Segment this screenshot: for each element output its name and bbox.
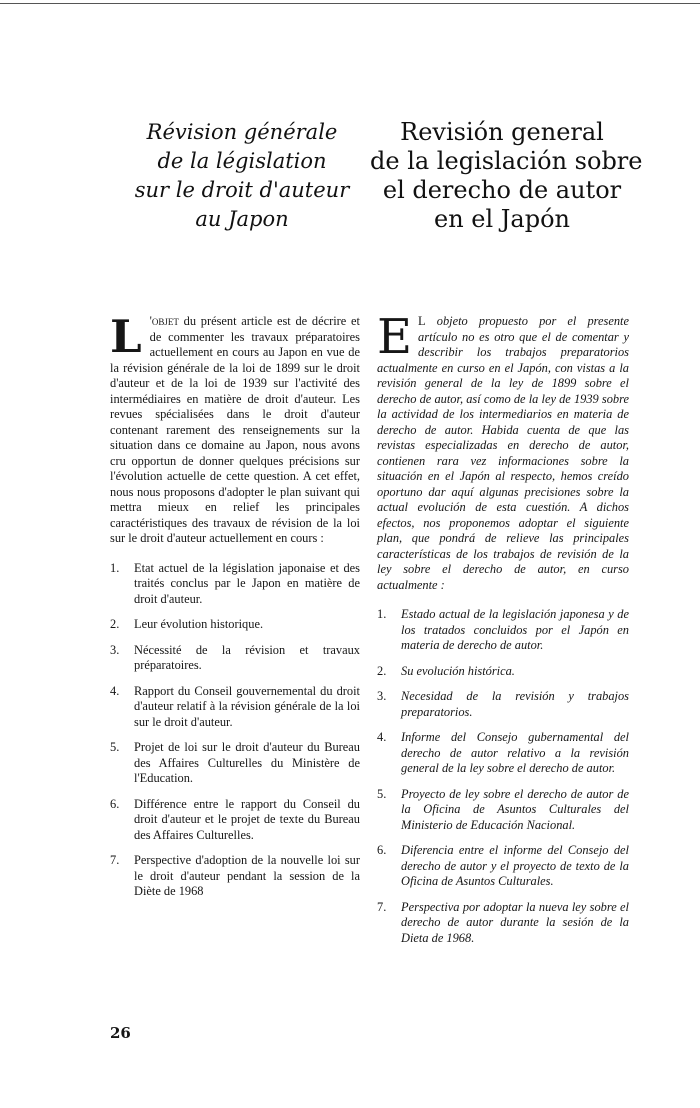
list-number: 5. [377, 786, 387, 801]
list-number: 6. [110, 796, 120, 811]
list-text: Perspective d'adoption de la nouvelle loi sur le droit d'auteur pendant la session de la Diète de 1968 [134, 853, 360, 898]
dropcap-french: L [110, 310, 142, 363]
list-item [110, 797, 360, 844]
intro-text-spanish: objeto propuesto por el presente artículo no es otro que el de comentar y describir los trabajos preparatorios actualmente en curso en el Japón, con vistas a la revisión general de la ley de 1899 sobre el derecho de autor, así como de la ley de 1939 sobre la actividad de los intermediarios en materia de derecho de autor. Habida cuenta de que las revistas especializadas en derecho de autor, contienen rara vez informaciones sobre la situación en el Japón al respecto, hemos creído oportuno dar aquí algunas precisiones sobre la actual evolución de esta cuestión. A dichos efectos, nos proponemos adoptar el siguiente plan, que pondrá de relieve las principales características de los trabajos de revisión de la ley sobre el derecho de autor, en curso actualmente : [377, 314, 629, 592]
lead-word-french: 'objet [149, 314, 179, 328]
list-text: Diferencia entre el informe del Consejo del derecho de autor y el proyecto de texto de la Oficina de Asuntos Culturales. [401, 843, 629, 888]
list-number: 1. [377, 607, 387, 621]
dropcap-spanish: E [377, 309, 413, 365]
list-text: Proyecto de ley sobre el derecho de autor de la Oficina de Asuntos Culturales del Ministerio de Educación Nacional. [401, 786, 629, 832]
list-item [110, 740, 360, 787]
title-french-line: sur le droit d'auteur [134, 178, 350, 202]
list-text: Rapport du Conseil gouvernemental du droit d'auteur relatif à la révision générale de la loi sur le droit d'auteur. [134, 683, 360, 729]
page-number: 26 [110, 1024, 131, 1042]
list-text: Informe del Consejo gubernamental del derecho de autor relativo a la revisión general de la ley sobre el derecho de autor. [401, 730, 629, 775]
title-spanish-line: en el Japón [434, 205, 570, 233]
title-french-line: Révision générale [146, 120, 338, 144]
lead-word-spanish: L [418, 314, 426, 328]
list-item [377, 843, 629, 890]
title-french-line: au Japon [195, 207, 289, 231]
list-number: 3. [377, 689, 387, 703]
top-rule [0, 3, 700, 4]
list-number: 3. [110, 642, 120, 657]
list-text: Différence entre le rapport du Conseil du droit d'auteur et le projet de texte du Bureau des Affaires Culturelles. [134, 796, 360, 842]
title-spanish-line: Revisión general [400, 118, 604, 146]
list-item [110, 643, 360, 674]
outline-list-spanish [377, 607, 629, 946]
list-item [377, 730, 629, 777]
list-text: Estado actual de la legislación japonesa y de los tratados concluidos por el Japón en materia de derecho de autor. [401, 607, 629, 652]
list-number: 2. [110, 617, 120, 631]
title-french [112, 118, 372, 234]
list-text: Leur évolution historique. [134, 617, 264, 631]
list-number: 5. [110, 740, 120, 754]
intro-text-french: du présent article est de décrire et de commenter les travaux préparatoires actuellement en cours au Japon en vue de la révision générale de la loi de 1899 sur le droit d'auteur et de la loi de 1939 sur l'activité des intermédiaires en matière de droit d'auteur. Les revues spécialisées dans le droit d'auteur contenant rarement des renseignements sur la situation dans ce domaine au Japon, nous avons cru opportun de donner quelques précisions sur l'évolution actuelle de cette question. A cet effet, nous nous proposons d'adopter le plan suivant qui mettra mieux en relief les principales caractéristiques des travaux de révision de la loi sur le droit d'auteur actuellement en cours : [110, 314, 360, 545]
title-french-line: de la législation [157, 149, 327, 173]
list-item [110, 561, 360, 608]
list-number: 4. [110, 683, 120, 698]
list-number: 2. [377, 663, 387, 678]
intro-spanish [377, 309, 629, 593]
list-number: 4. [377, 730, 387, 744]
list-item [110, 853, 360, 900]
list-item [377, 900, 629, 947]
list-text: Necesidad de la revisión y trabajos preparatorios. [401, 689, 629, 719]
list-text: Etat actuel de la législation japonaise et des traités conclus par le Japon en matière de droit d'auteur. [134, 560, 360, 606]
list-number: 7. [377, 899, 387, 914]
column-spanish [377, 309, 629, 956]
list-text: Su evolución histórica. [401, 663, 515, 678]
list-item [110, 684, 360, 731]
intro-french [110, 310, 360, 547]
list-text: Perspectiva por adoptar la nueva ley sobre el derecho de autor durante la sesión de la Dieta de 1968. [401, 899, 629, 945]
list-text: Nécessité de la révision et travaux préparatoires. [134, 642, 360, 672]
column-french [110, 310, 360, 910]
list-item [377, 664, 629, 680]
list-item [377, 607, 629, 654]
list-item [110, 617, 360, 633]
outline-list-french [110, 561, 360, 900]
list-text: Projet de loi sur le droit d'auteur du Bureau des Affaires Culturelles du Ministère de l'Education. [134, 740, 360, 785]
list-number: 6. [377, 843, 387, 857]
list-number: 7. [110, 853, 120, 867]
list-item [377, 689, 629, 720]
title-spanish-line: de la legislación sobre [370, 147, 643, 175]
list-item [377, 787, 629, 834]
title-spanish-line: el derecho de autor [382, 176, 622, 204]
title-spanish [370, 118, 643, 234]
list-number: 1. [110, 560, 120, 575]
